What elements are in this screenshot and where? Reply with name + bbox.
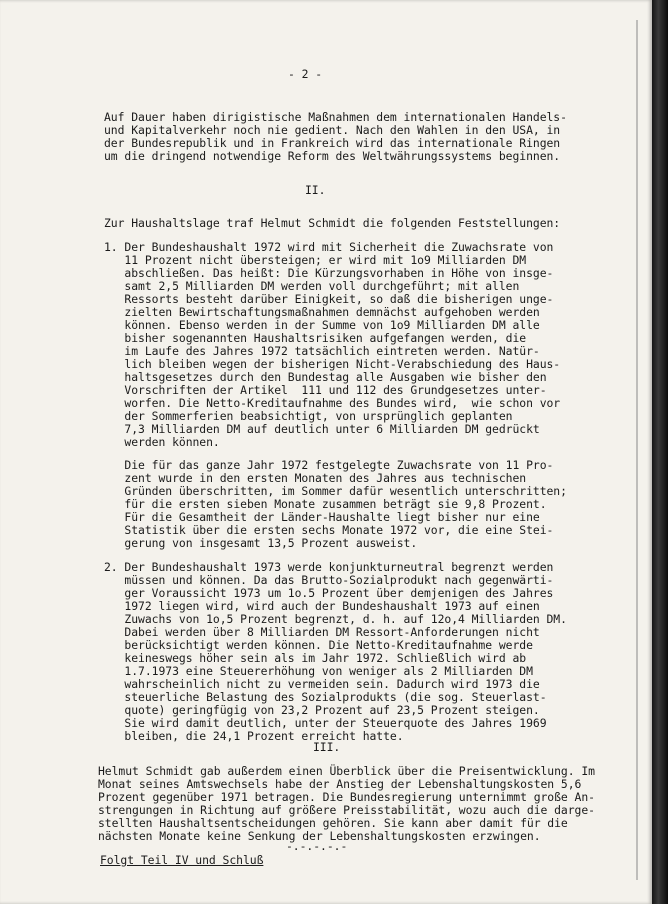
text-line: gerung von insgesamt 13,5 Prozent ausweist. bbox=[104, 536, 418, 550]
text-line: Gründen überschritten, im Sommer dafür wesentlich unterschritten; bbox=[104, 484, 567, 498]
text-line: Sie wird damit deutlich, unter der Steuerquote des Jahres 1969 bbox=[104, 716, 547, 730]
text-line: strengungen in Richtung auf größere Preisstabilität, wozu auch die darge- bbox=[98, 803, 595, 817]
text-line: für die ersten sieben Monate zusammen beträgt sie 9,8 Prozent. bbox=[104, 497, 547, 511]
text-line: Statistik über die ersten sechs Monate 1972 vor, die eine Stei- bbox=[104, 523, 554, 537]
text-line: berücksichtigt werden können. Die Netto-Kreditaufnahme werde bbox=[104, 638, 533, 652]
section-heading-3: III. bbox=[313, 740, 341, 754]
text-line: wahrscheinlich nicht zu vermeiden sein. Dadurch wird 1973 die bbox=[104, 677, 540, 691]
page-number: - 2 - bbox=[287, 67, 323, 81]
text-line: keineswegs höher sein als im Jahr 1972. Schließlich wird ab bbox=[104, 651, 527, 665]
text-line: stellten Haushaltsentscheidungen gehören. Sie kann aber damit für die bbox=[98, 816, 568, 830]
text-line: bleiben, die 24,1 Prozent erreicht hatte. bbox=[104, 729, 404, 743]
text-line: Dabei werden über 8 Milliarden DM Ressort-Anforderungen nicht bbox=[104, 625, 540, 639]
text-line: steuerliche Belastung des Sozialprodukts (die sog. Steuerlast- bbox=[104, 690, 547, 704]
footer-note: Folgt Teil IV und Schluß bbox=[100, 853, 264, 867]
text-line: abschließen. Das heißt: Die Kürzungsvorhaben in Höhe von insge- bbox=[104, 266, 554, 280]
text-line: Auf Dauer haben dirigistische Maßnahmen dem internationalen Handels- bbox=[104, 110, 567, 124]
text-line: haltsgesetzes durch den Bundestag alle Ausgaben wie bisher den bbox=[104, 370, 547, 384]
text-line: Für die Gesamtheit der Länder-Haushalte liegt bisher nur eine bbox=[104, 510, 540, 524]
text-line: Prozent gegenüber 1971 betragen. Die Bundesregierung unternimmt große An- bbox=[98, 790, 595, 804]
text-line: 1972 liegen wird, wird auch der Bundeshaushalt 1973 auf einen bbox=[104, 599, 540, 613]
section-2-lead: Zur Haushaltslage traf Helmut Schmidt die folgenden Feststellungen: bbox=[104, 216, 561, 230]
text-line: werden können. bbox=[104, 435, 220, 449]
text-line: Zuwachs von 1o,5 Prozent begrenzt, d. h. auf 12o,4 Milliarden DM. bbox=[104, 612, 567, 626]
text-line: bisher sogenannten Haushaltsrisiken aufgefangen werden, die bbox=[104, 331, 527, 345]
text-line: um die dringend notwendige Reform des Weltwährungssystems beginnen. bbox=[104, 149, 561, 163]
text-line: müssen und können. Da das Brutto-Sozialprodukt nach gegenwärti- bbox=[104, 573, 554, 587]
text-line: 1. Der Bundeshaushalt 1972 wird mit Sicherheit die Zuwachsrate von bbox=[104, 240, 554, 254]
text-line: nächsten Monate keine Senkung der Lebenshaltungskosten erzwingen. bbox=[98, 829, 541, 843]
text-line: 2. Der Bundeshaushalt 1973 werde konjunkturneutral begrenzt werden bbox=[104, 560, 554, 574]
text-line: zielten Bewirtschaftungsmaßnahmen demnächst aufgehoben werden bbox=[104, 305, 540, 319]
scan-edge bbox=[652, 0, 668, 904]
text-line: ger Voraussicht 1973 um 1o.5 Prozent über demjenigen des Jahres bbox=[104, 586, 554, 600]
text-line: 7,3 Milliarden DM auf deutlich unter 6 Milliarden DM gedrückt bbox=[104, 422, 540, 436]
text-line: worfen. Die Netto-Kreditaufnahme des Bundes wird, wie schon vor bbox=[104, 396, 561, 410]
text-line: Vorschriften der Artikel 111 und 112 des Grundgesetzes unter- bbox=[104, 383, 547, 397]
text-line: Helmut Schmidt gab außerdem einen Überblick über die Preisentwicklung. Im bbox=[98, 764, 595, 778]
text-line: der Bundesrepublik und in Frankreich wird das internationale Ringen bbox=[104, 136, 561, 150]
separator-line: -.-.-.-.- bbox=[286, 839, 348, 853]
text-line: samt 2,5 Milliarden DM werden voll durchgeführt; mit allen bbox=[104, 279, 520, 293]
text-line: quote) geringfügig von 23,2 Prozent auf 23,5 Prozent steigen. bbox=[104, 703, 540, 717]
text-line: der Sommerferien beabsichtigt, von ursprünglich geplanten bbox=[104, 409, 513, 423]
text-line: im Laufe des Jahres 1972 tatsächlich eintreten werden. Natür- bbox=[104, 344, 540, 358]
text-line: Monat seines Amtswechsels habe der Anstieg der Lebenshaltungskosten 5,6 bbox=[98, 777, 582, 791]
text-line: und Kapitalverkehr noch nie gedient. Nach den Wahlen in den USA, in bbox=[104, 123, 561, 137]
text-line: 1.7.1973 eine Steuererhöhung von weniger als 2 Milliarden DM bbox=[104, 664, 533, 678]
text-line: Die für das ganze Jahr 1972 festgelegte Zuwachsrate von 11 Pro- bbox=[104, 458, 554, 472]
section-heading-2: II. bbox=[305, 183, 326, 197]
text-line: zent wurde in den ersten Monaten des Jahres aus technischen bbox=[104, 471, 527, 485]
text-line: Ressorts besteht darüber Einigkeit, so daß die bisherigen unge- bbox=[104, 292, 554, 306]
text-line: lich bleiben wegen der bisherigen Nicht-Verabschiedung des Haus- bbox=[104, 357, 561, 371]
text-line: 11 Prozent nicht übersteigen; er wird mit 1o9 Milliarden DM bbox=[104, 253, 527, 267]
text-line: können. Ebenso werden in der Summe von 1o9 Milliarden DM alle bbox=[104, 318, 540, 332]
